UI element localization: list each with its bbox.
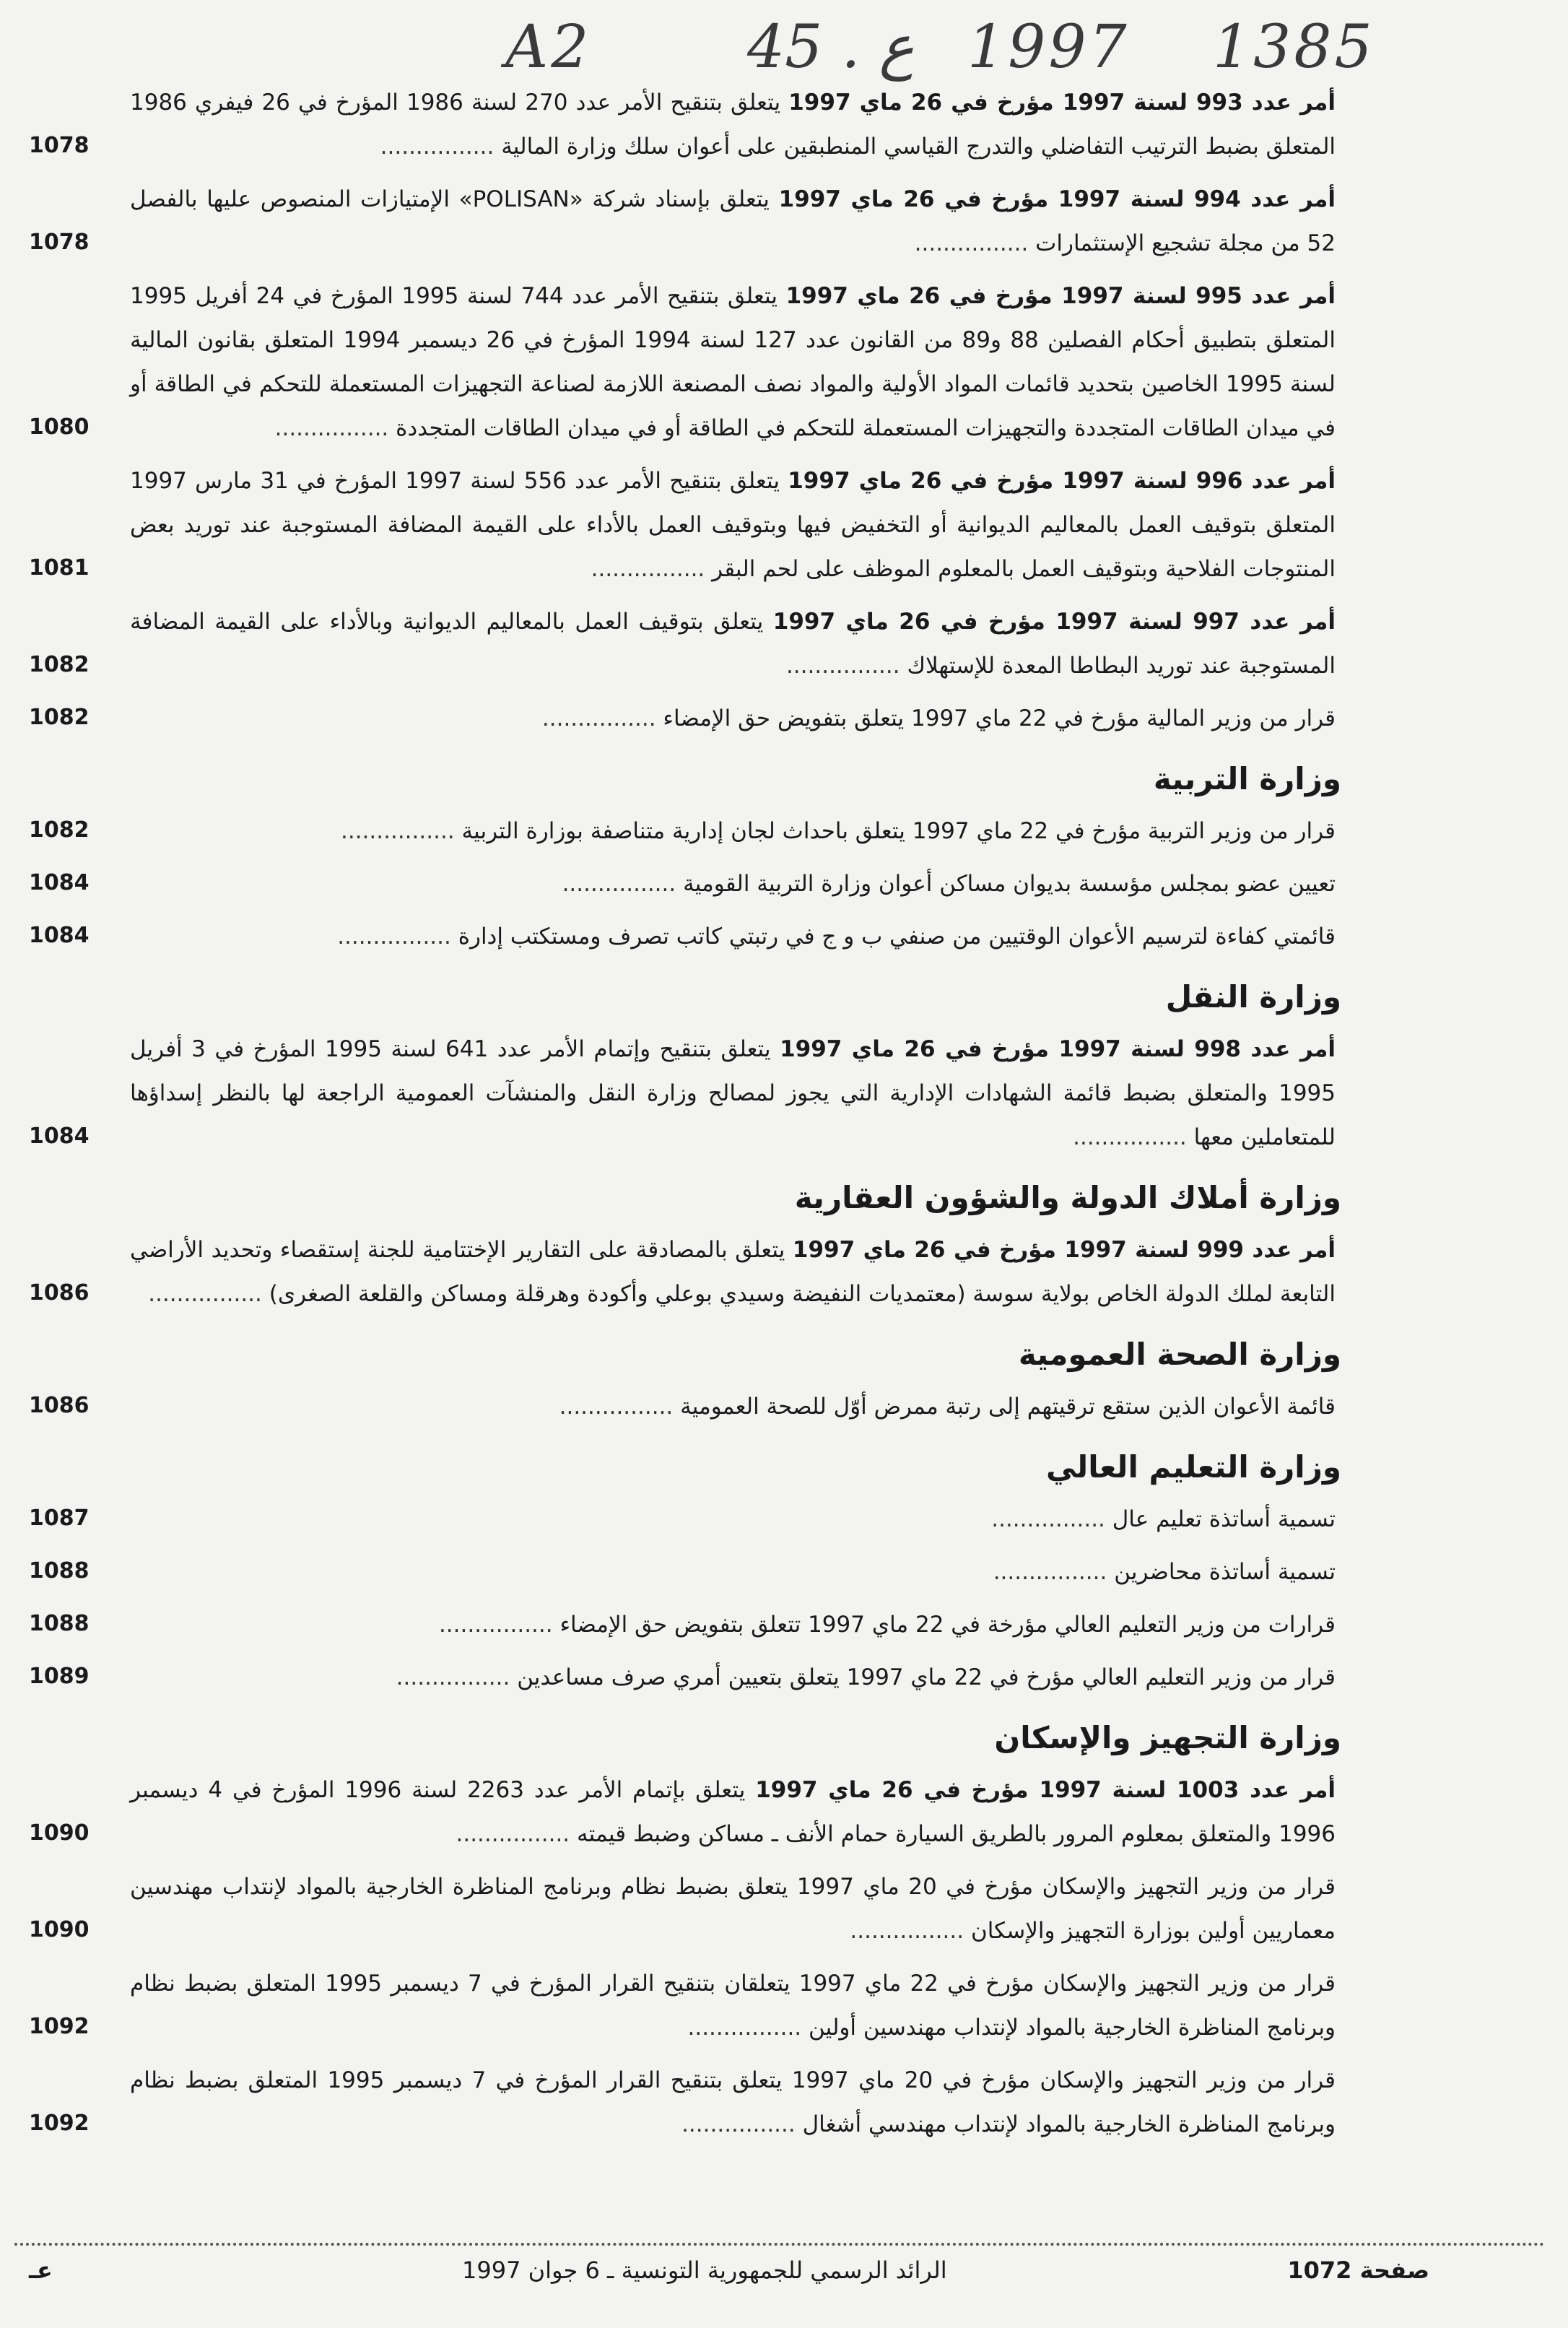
toc-entry[interactable]	[29, 600, 1336, 688]
leader-dots: ................	[438, 1612, 553, 1638]
toc-entry[interactable]	[29, 1498, 1336, 1542]
page-number: 1082	[29, 705, 90, 730]
leader-dots: ................	[559, 1394, 674, 1420]
toc-entry[interactable]	[29, 1385, 1336, 1429]
leader-dots: ................	[914, 230, 1029, 256]
toc-entry[interactable]	[29, 1028, 1336, 1160]
handwritten-c: 1997	[967, 13, 1130, 82]
toc-entry[interactable]	[29, 1603, 1336, 1647]
entry-prefix: أمر عدد 995 لسنة 1997 مؤرخ في 26 ماي 1997	[785, 283, 1336, 309]
leader-dots: ................	[337, 924, 451, 950]
entry-text: تسمية أساتذة تعليم عال	[1112, 1506, 1336, 1532]
page-number: 1082	[29, 817, 90, 843]
footer-edge-mark: عـ	[29, 2257, 53, 2284]
handwritten-a: A2	[505, 13, 592, 82]
entry-text: تعيين عضو بمجلس مؤسسة بديوان مساكن أعوان وزارة التربية القومية	[683, 871, 1336, 897]
toc-entry[interactable]	[29, 274, 1336, 451]
leader-dots: ................	[681, 2111, 796, 2137]
footer-journal-title: الرائد الرسمي للجمهورية التونسية ـ 6 جوان 1997	[462, 2257, 947, 2284]
leader-dots: ................	[456, 1821, 570, 1847]
entry-text: قرار من وزير المالية مؤرخ في 22 ماي 1997 يتعلق بتفويض حق الإمضاء	[663, 705, 1336, 731]
page-number: 1084	[29, 870, 90, 895]
page-number: 1084	[29, 1124, 90, 1149]
entry-text: قرار من وزير التربية مؤرخ في 22 ماي 1997 يتعلق باحداث لجان إدارية متناصفة بوزارة التربية	[461, 818, 1336, 844]
page-number: 1080	[29, 414, 90, 440]
page-number: 1078	[29, 230, 90, 255]
entry-prefix: أمر عدد 994 لسنة 1997 مؤرخ في 26 ماي 1997	[778, 186, 1336, 212]
leader-dots: ................	[340, 818, 455, 844]
page-number: 1086	[29, 1393, 90, 1418]
toc-entry[interactable]	[29, 81, 1336, 169]
leader-dots: ................	[850, 1918, 964, 1944]
toc-entry[interactable]	[29, 459, 1336, 591]
handwritten-b: 45 . ع	[747, 13, 915, 82]
leader-dots: ................	[148, 1281, 262, 1307]
leader-dots: ................	[396, 1664, 510, 1690]
leader-dots: ................	[991, 1506, 1105, 1532]
section-title-education: وزارة التربية	[1153, 761, 1341, 796]
entry-prefix: أمر عدد 999 لسنة 1997 مؤرخ في 26 ماي 1997	[792, 1237, 1336, 1263]
toc-entry[interactable]	[29, 697, 1336, 741]
entry-text: تسمية أساتذة محاضرين	[1114, 1559, 1336, 1585]
entry-text: يتعلق بإتمام الأمر عدد 2263 لسنة 1996 المؤرخ في 4 ديسمبر 1996 والمتعلق بمعلوم المرور بالطريق السيارة حمام الأنف ـ مساكن وضبط قيمته	[130, 1777, 1336, 1847]
entry-text: يتعلق بالمصادقة على التقارير الإختتامية للجنة إستقصاء وتحديد الأراضي التابعة لملك الدولة الخاص بولاية سوسة (معتمديات النفيضة وسيدي بوعلي وأكودة وهرقلة ومساكن والقلعة الصغرى)	[130, 1237, 1336, 1307]
page-number: 1092	[29, 2111, 90, 2136]
page-number: 1078	[29, 133, 90, 158]
entry-text: قرار من وزير التجهيز والإسكان مؤرخ في 22 ماي 1997 يتعلقان بتنقيح القرار المؤرخ في 7 ديسمبر 1995 المتعلق بضبط نظام وبرنامج المناظرة الخارجية بالمواد لإنتداب مهندسين أولين	[130, 1971, 1336, 2041]
leader-dots: ................	[562, 871, 676, 897]
page-number: 1090	[29, 1820, 90, 1846]
footer-page-label: صفحة 1072	[1287, 2257, 1429, 2284]
toc-entry[interactable]	[29, 1962, 1336, 2050]
page-number: 1081	[29, 555, 90, 581]
entry-prefix: أمر عدد 998 لسنة 1997 مؤرخ في 26 ماي 1997	[780, 1036, 1336, 1062]
page-number: 1092	[29, 2014, 90, 2039]
page-number: 1082	[29, 652, 90, 677]
leader-dots: ................	[993, 1559, 1107, 1585]
entry-text: قرار من وزير التجهيز والإسكان مؤرخ في 20 ماي 1997 يتعلق بضبط نظام وبرنامج المناظرة الخارجية بالمواد لإنتداب مهندسين معماريين أولين بوزارة التجهيز والإسكان	[130, 1874, 1336, 1944]
entry-text: يتعلق بتنقيح الأمر عدد 556 لسنة 1997 المؤرخ في 31 مارس 1997 المتعلق بتوقيف العمل بالمعاليم الديوانية أو التخفيض فيها وبتوقيف العمل بالأداء على القيمة المضافة المستوجبة عند توريد بعض المنتوجات الفلاحية وبتوقيف العمل بالمعلوم الموظف على لحم البقر	[130, 468, 1336, 582]
entry-text: قرار من وزير التجهيز والإسكان مؤرخ في 20 ماي 1997 يتعلق بتنقيح القرار المؤرخ في 7 ديسمبر 1995 المتعلق بضبط نظام وبرنامج المناظرة الخارجية بالمواد لإنتداب مهندسي أشغال	[130, 2067, 1336, 2137]
entry-text: يتعلق بتنقيح الأمر عدد 744 لسنة 1995 المؤرخ في 24 أفريل 1995 المتعلق بتطبيق أحكام الفصلين 88 و89 من القانون عدد 127 لسنة 1994 المؤرخ في 26 ديسمبر 1994 المتعلق بقانون المالية لسنة 1995 الخاصين بتحديد قائمات المواد الأولية والمواد نصف المصنعة اللازمة لصناعة التجهيزات المستعملة للتحكم في الطاقة أو في ميدان الطاقات المتجددة والتجهيزات المستعملة للتحكم في الطاقة أو في ميدان الطاقات المتجددة	[130, 283, 1336, 441]
handwritten-d: 1385	[1213, 13, 1375, 82]
toc-entry[interactable]	[29, 809, 1336, 854]
leader-dots: ................	[687, 2015, 802, 2041]
leader-dots: ................	[591, 556, 705, 582]
toc-entry[interactable]	[29, 915, 1336, 959]
toc-entry[interactable]	[29, 1768, 1336, 1856]
toc-entry[interactable]	[29, 1656, 1336, 1700]
section-title-public-health: وزارة الصحة العمومية	[1018, 1337, 1341, 1372]
page-number: 1084	[29, 923, 90, 948]
page-number: 1089	[29, 1664, 90, 1689]
entry-prefix: أمر عدد 1003 لسنة 1997 مؤرخ في 26 ماي 1997	[755, 1777, 1336, 1803]
leader-dots: ................	[1073, 1124, 1187, 1150]
page-number: 1087	[29, 1506, 90, 1531]
leader-dots: ................	[380, 134, 495, 160]
leader-dots: ................	[785, 653, 900, 679]
entry-prefix: أمر عدد 993 لسنة 1997 مؤرخ في 26 ماي 1997	[788, 90, 1336, 116]
footer-divider	[14, 2243, 1545, 2246]
entry-text: قائمتي كفاءة لترسيم الأعوان الوقتيين من صنفي ب و ج في رتبتي كاتب تصرف ومستكتب إدارة	[458, 924, 1336, 950]
toc-entry[interactable]	[29, 1228, 1336, 1316]
page-number: 1086	[29, 1280, 90, 1306]
toc-entry[interactable]	[29, 178, 1336, 266]
toc-entry[interactable]	[29, 2059, 1336, 2147]
entry-text: يتعلق بتنقيح وإتمام الأمر عدد 641 لسنة 1995 المؤرخ في 3 أفريل 1995 والمتعلق بضبط قائمة الشهادات الإدارية التي يجوز لمصالح وزارة النقل والمنشآت العمومية الراجعة لها بالنظر إسداؤها للمتعاملين معها	[130, 1036, 1336, 1150]
section-title-state-property: وزارة أملاك الدولة والشؤون العقارية	[794, 1180, 1341, 1215]
entry-text: يتعلق بإسناد شركة «POLISAN» الإمتيازات المنصوص عليها بالفصل 52 من مجلة تشجيع الإستثمارات	[130, 186, 1336, 256]
entry-prefix: أمر عدد 997 لسنة 1997 مؤرخ في 26 ماي 1997	[772, 609, 1336, 635]
section-title-transport: وزارة النقل	[1165, 979, 1341, 1015]
entry-text: قائمة الأعوان الذين ستقع ترقيتهم إلى رتبة ممرض أوّل للصحة العمومية	[680, 1394, 1336, 1420]
page-number: 1090	[29, 1917, 90, 1942]
entry-prefix: أمر عدد 996 لسنة 1997 مؤرخ في 26 ماي 1997	[788, 468, 1336, 494]
leader-dots: ................	[274, 415, 389, 441]
leader-dots: ................	[541, 705, 656, 731]
table-of-contents	[29, 81, 1341, 2155]
page-number: 1088	[29, 1611, 90, 1636]
section-title-higher-education: وزارة التعليم العالي	[1045, 1449, 1341, 1485]
section-title-equipment-housing: وزارة التجهيز والإسكان	[994, 1720, 1341, 1755]
toc-entry[interactable]	[29, 1865, 1336, 1953]
page-number: 1088	[29, 1558, 90, 1584]
entry-text: يتعلق بتوقيف العمل بالمعاليم الديوانية وبالأداء على القيمة المضافة المستوجبة عند توريد البطاطا المعدة للإستهلاك	[130, 609, 1336, 679]
toc-entry[interactable]	[29, 862, 1336, 906]
entry-text: قرار من وزير التعليم العالي مؤرخ في 22 ماي 1997 يتعلق بتعيين أمري صرف مساعدين	[517, 1664, 1336, 1690]
entry-text: يتعلق بتنقيح الأمر عدد 270 لسنة 1986 المؤرخ في 26 فيفري 1986 المتعلق بضبط الترتيب التفاضلي والتدرج القياسي المنطبقين على أعوان سلك وزارة المالية	[130, 90, 1336, 160]
toc-entry[interactable]	[29, 1550, 1336, 1594]
entry-text: قرارات من وزير التعليم العالي مؤرخة في 22 ماي 1997 تتعلق بتفويض حق الإمضاء	[559, 1612, 1336, 1638]
